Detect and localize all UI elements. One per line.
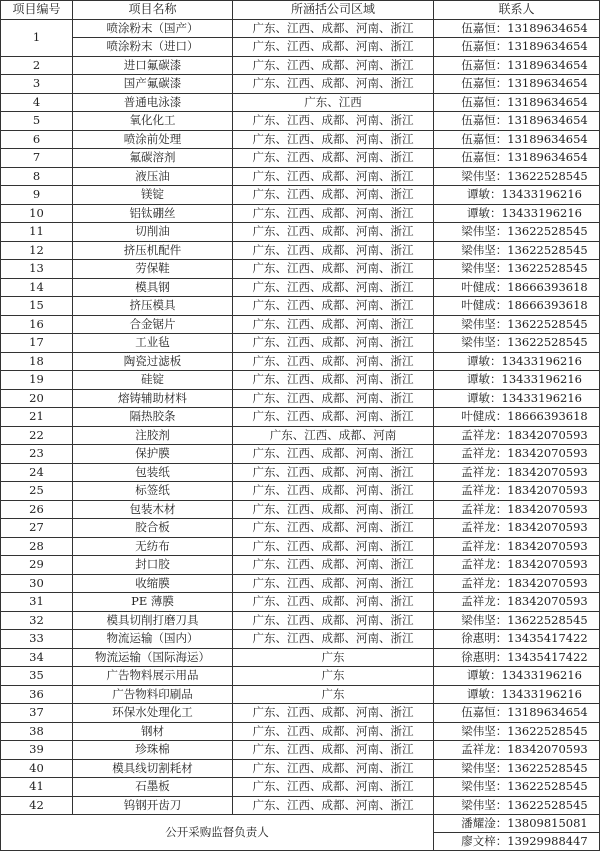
contact-cell: 伍嘉恒：13189634654	[434, 149, 600, 168]
contact-cell: 伍嘉恒：13189634654	[434, 93, 600, 112]
project-name-cell: 模具切削打磨刀具	[73, 611, 233, 630]
region-cell: 广东、江西、成都、河南、浙江	[233, 75, 434, 94]
project-id-cell: 27	[1, 519, 73, 538]
header-row	[1, 1, 600, 20]
region-cell: 广东、江西、成都、河南、浙江	[233, 186, 434, 205]
project-name-cell: 包装木材	[73, 500, 233, 519]
project-name-cell: 模具钢	[73, 278, 233, 297]
region-cell: 广东、江西、成都、河南、浙江	[233, 759, 434, 778]
table-row	[1, 334, 600, 353]
contact-cell: 伍嘉恒：13189634654	[434, 75, 600, 94]
contact-cell: 梁伟坚：13622528545	[434, 315, 600, 334]
contact-cell: 孟祥龙：18342070593	[434, 482, 600, 501]
table-row	[1, 574, 600, 593]
table-row	[1, 19, 600, 38]
table-row	[1, 463, 600, 482]
project-id-cell: 19	[1, 371, 73, 390]
contact-cell: 谭敏：13433196216	[434, 204, 600, 223]
contact-cell: 梁伟坚：13622528545	[434, 611, 600, 630]
contact-cell: 伍嘉恒：13189634654	[434, 38, 600, 57]
region-cell: 广东、江西、成都、河南、浙江	[233, 19, 434, 38]
project-name-cell: 模具线切割耗材	[73, 759, 233, 778]
table-body	[1, 19, 600, 851]
region-cell: 广东、江西、成都、河南、浙江	[233, 204, 434, 223]
table-row	[1, 149, 600, 168]
table-row	[1, 648, 600, 667]
region-cell: 广东、江西、成都、河南、浙江	[233, 704, 434, 723]
header-project-id: 项目编号	[1, 1, 73, 20]
project-id-cell: 39	[1, 741, 73, 760]
table-row	[1, 38, 600, 57]
project-name-cell: 液压油	[73, 167, 233, 186]
region-cell: 广东、江西、成都、河南、浙江	[233, 741, 434, 760]
region-cell: 广东、江西、成都、河南、浙江	[233, 630, 434, 649]
project-id-cell: 25	[1, 482, 73, 501]
project-name-cell: 收缩膜	[73, 574, 233, 593]
region-cell: 广东、江西、成都、河南、浙江	[233, 315, 434, 334]
project-name-cell: 无纺布	[73, 537, 233, 556]
project-id-cell: 17	[1, 334, 73, 353]
project-id-cell: 29	[1, 556, 73, 575]
table-row	[1, 389, 600, 408]
project-name-cell: 国产氟碳漆	[73, 75, 233, 94]
contact-cell: 孟祥龙：18342070593	[434, 593, 600, 612]
contact-cell: 孟祥龙：18342070593	[434, 556, 600, 575]
project-name-cell: 陶瓷过滤板	[73, 352, 233, 371]
project-name-cell: 铝钛硼丝	[73, 204, 233, 223]
project-name-cell: 珍珠棉	[73, 741, 233, 760]
region-cell: 广东、江西、成都、河南、浙江	[233, 463, 434, 482]
project-id-cell: 10	[1, 204, 73, 223]
project-id-cell: 3	[1, 75, 73, 94]
table-row	[1, 167, 600, 186]
project-id-cell: 16	[1, 315, 73, 334]
project-id-cell: 9	[1, 186, 73, 205]
contact-cell: 伍嘉恒：13189634654	[434, 130, 600, 149]
project-name-cell: 硅锭	[73, 371, 233, 390]
region-cell: 广东	[233, 648, 434, 667]
contact-cell: 徐惠明：13435417422	[434, 648, 600, 667]
project-name-cell: PE 薄膜	[73, 593, 233, 612]
contact-cell: 孟祥龙：18342070593	[434, 741, 600, 760]
project-name-cell: 物流运输（国际海运）	[73, 648, 233, 667]
project-name-cell: 切削油	[73, 223, 233, 242]
project-id-cell: 1	[1, 19, 73, 56]
project-id-cell: 7	[1, 149, 73, 168]
region-cell: 广东、江西、成都、河南、浙江	[233, 38, 434, 57]
project-id-cell: 11	[1, 223, 73, 242]
contact-cell: 谭敏：13433196216	[434, 667, 600, 686]
table-row	[1, 93, 600, 112]
table-row	[1, 630, 600, 649]
contact-cell: 梁伟坚：13622528545	[434, 241, 600, 260]
project-name-cell: 挤压模具	[73, 297, 233, 316]
project-id-cell: 14	[1, 278, 73, 297]
project-name-cell: 石墨板	[73, 778, 233, 797]
contact-cell: 伍嘉恒：13189634654	[434, 112, 600, 131]
table-row	[1, 297, 600, 316]
contact-cell: 谭敏：13433196216	[434, 371, 600, 390]
region-cell: 广东、江西、成都、河南	[233, 426, 434, 445]
table-row	[1, 408, 600, 427]
region-cell: 广东、江西、成都、河南、浙江	[233, 537, 434, 556]
contact-cell: 梁伟坚：13622528545	[434, 778, 600, 797]
project-name-cell: 物流运输（国内）	[73, 630, 233, 649]
region-cell: 广东、江西、成都、河南、浙江	[233, 722, 434, 741]
project-name-cell: 合金锯片	[73, 315, 233, 334]
header-region: 所涵括公司区域	[233, 1, 434, 20]
contact-cell: 孟祥龙：18342070593	[434, 519, 600, 538]
project-id-cell: 15	[1, 297, 73, 316]
project-id-cell: 6	[1, 130, 73, 149]
contact-cell: 孟祥龙：18342070593	[434, 426, 600, 445]
region-cell: 广东、江西、成都、河南、浙江	[233, 56, 434, 75]
table-row	[1, 685, 600, 704]
table-row	[1, 667, 600, 686]
project-id-cell: 26	[1, 500, 73, 519]
project-name-cell: 隔热胶条	[73, 408, 233, 427]
project-name-cell: 胶合板	[73, 519, 233, 538]
project-id-cell: 33	[1, 630, 73, 649]
project-name-cell: 包装纸	[73, 463, 233, 482]
contact-cell: 孟祥龙：18342070593	[434, 463, 600, 482]
table-row	[1, 519, 600, 538]
contact-cell: 梁伟坚：13622528545	[434, 260, 600, 279]
region-cell: 广东、江西、成都、河南、浙江	[233, 241, 434, 260]
project-id-cell: 42	[1, 796, 73, 815]
contact-cell: 孟祥龙：18342070593	[434, 574, 600, 593]
project-id-cell: 30	[1, 574, 73, 593]
region-cell: 广东、江西、成都、河南、浙江	[233, 389, 434, 408]
contact-cell: 谭敏：13433196216	[434, 685, 600, 704]
project-id-cell: 24	[1, 463, 73, 482]
project-name-cell: 保护膜	[73, 445, 233, 464]
project-id-cell: 36	[1, 685, 73, 704]
project-name-cell: 喷涂前处理	[73, 130, 233, 149]
project-name-cell: 挤压机配件	[73, 241, 233, 260]
region-cell: 广东、江西、成都、河南、浙江	[233, 500, 434, 519]
project-id-cell: 21	[1, 408, 73, 427]
table-row	[1, 223, 600, 242]
region-cell: 广东、江西、成都、河南、浙江	[233, 445, 434, 464]
contact-cell: 伍嘉恒：13189634654	[434, 19, 600, 38]
project-name-cell: 标签纸	[73, 482, 233, 501]
region-cell: 广东、江西、成都、河南、浙江	[233, 556, 434, 575]
project-id-cell: 35	[1, 667, 73, 686]
region-cell: 广东	[233, 685, 434, 704]
project-id-cell: 12	[1, 241, 73, 260]
project-name-cell: 注胶剂	[73, 426, 233, 445]
contact-cell: 孟祥龙：18342070593	[434, 537, 600, 556]
region-cell: 广东、江西、成都、河南、浙江	[233, 167, 434, 186]
project-name-cell: 广告物料展示用品	[73, 667, 233, 686]
project-name-cell: 广告物料印刷品	[73, 685, 233, 704]
project-name-cell: 普通电泳漆	[73, 93, 233, 112]
table-row	[1, 759, 600, 778]
table-row	[1, 186, 600, 205]
contact-cell: 谭敏：13433196216	[434, 389, 600, 408]
region-cell: 广东、江西、成都、河南、浙江	[233, 371, 434, 390]
project-name-cell: 氟碳溶剂	[73, 149, 233, 168]
project-name-cell: 喷涂粉末（国产）	[73, 19, 233, 38]
contact-cell: 伍嘉恒：13189634654	[434, 704, 600, 723]
supervisor-row	[1, 815, 600, 833]
project-name-cell: 镁锭	[73, 186, 233, 205]
project-id-cell: 20	[1, 389, 73, 408]
table-row	[1, 556, 600, 575]
region-cell: 广东、江西、成都、河南、浙江	[233, 519, 434, 538]
contact-cell: 孟祥龙：18342070593	[434, 500, 600, 519]
region-cell: 广东、江西、成都、河南、浙江	[233, 260, 434, 279]
table-row	[1, 778, 600, 797]
project-id-cell: 31	[1, 593, 73, 612]
table-row	[1, 75, 600, 94]
project-name-cell: 进口氟碳漆	[73, 56, 233, 75]
table-row	[1, 611, 600, 630]
table-row	[1, 241, 600, 260]
contact-cell: 徐惠明：13435417422	[434, 630, 600, 649]
contact-cell: 谭敏：13433196216	[434, 352, 600, 371]
table-row	[1, 130, 600, 149]
table-row	[1, 315, 600, 334]
region-cell: 广东、江西、成都、河南、浙江	[233, 611, 434, 630]
project-name-cell: 封口胶	[73, 556, 233, 575]
project-id-cell: 32	[1, 611, 73, 630]
project-id-cell: 23	[1, 445, 73, 464]
project-name-cell: 钢材	[73, 722, 233, 741]
project-id-cell: 4	[1, 93, 73, 112]
project-id-cell: 2	[1, 56, 73, 75]
table-row	[1, 722, 600, 741]
table-row	[1, 426, 600, 445]
region-cell: 广东、江西、成都、河南、浙江	[233, 352, 434, 371]
table-row	[1, 704, 600, 723]
project-name-cell: 喷涂粉末（进口）	[73, 38, 233, 57]
contact-cell: 梁伟坚：13622528545	[434, 759, 600, 778]
project-name-cell: 工业毡	[73, 334, 233, 353]
project-id-cell: 40	[1, 759, 73, 778]
project-id-cell: 18	[1, 352, 73, 371]
contact-cell: 梁伟坚：13622528545	[434, 722, 600, 741]
table-row	[1, 445, 600, 464]
region-cell: 广东	[233, 667, 434, 686]
project-id-cell: 41	[1, 778, 73, 797]
project-name-cell: 劳保鞋	[73, 260, 233, 279]
project-id-cell: 34	[1, 648, 73, 667]
table-row	[1, 796, 600, 815]
contact-cell: 梁伟坚：13622528545	[434, 796, 600, 815]
contact-cell: 梁伟坚：13622528545	[434, 334, 600, 353]
contact-cell: 叶健成：18666393618	[434, 278, 600, 297]
region-cell: 广东、江西、成都、河南、浙江	[233, 778, 434, 797]
supervisor-label: 公开采购监督负责人	[1, 815, 434, 851]
table-row	[1, 260, 600, 279]
region-cell: 广东、江西、成都、河南、浙江	[233, 297, 434, 316]
table-row	[1, 537, 600, 556]
table-row	[1, 352, 600, 371]
table-row	[1, 593, 600, 612]
contact-cell: 谭敏：13433196216	[434, 186, 600, 205]
region-cell: 广东、江西、成都、河南、浙江	[233, 334, 434, 353]
contact-cell: 梁伟坚：13622528545	[434, 167, 600, 186]
table-row	[1, 500, 600, 519]
region-cell: 广东、江西、成都、河南、浙江	[233, 278, 434, 297]
contact-cell: 伍嘉恒：13189634654	[434, 56, 600, 75]
project-name-cell: 氧化化工	[73, 112, 233, 131]
table-row	[1, 112, 600, 131]
region-cell: 广东、江西、成都、河南、浙江	[233, 574, 434, 593]
project-id-cell: 13	[1, 260, 73, 279]
region-cell: 广东、江西	[233, 93, 434, 112]
project-id-cell: 28	[1, 537, 73, 556]
project-id-cell: 8	[1, 167, 73, 186]
region-cell: 广东、江西、成都、河南、浙江	[233, 593, 434, 612]
table-row	[1, 741, 600, 760]
contact-cell: 孟祥龙：18342070593	[434, 445, 600, 464]
table-row	[1, 56, 600, 75]
project-id-cell: 37	[1, 704, 73, 723]
project-id-cell: 22	[1, 426, 73, 445]
region-cell: 广东、江西、成都、河南、浙江	[233, 223, 434, 242]
region-cell: 广东、江西、成都、河南、浙江	[233, 112, 434, 131]
table-row	[1, 204, 600, 223]
region-cell: 广东、江西、成都、河南、浙江	[233, 796, 434, 815]
header-project-name: 项目名称	[73, 1, 233, 20]
project-name-cell: 钨钢开齿刀	[73, 796, 233, 815]
supervisor-contact: 潘耀淦：13809815081	[434, 815, 600, 833]
contact-cell: 叶健成：18666393618	[434, 408, 600, 427]
project-name-cell: 环保水处理化工	[73, 704, 233, 723]
header-contact: 联系人	[434, 1, 600, 20]
contact-cell: 叶健成：18666393618	[434, 297, 600, 316]
project-id-cell: 38	[1, 722, 73, 741]
region-cell: 广东、江西、成都、河南、浙江	[233, 482, 434, 501]
table-row	[1, 482, 600, 501]
table-row	[1, 278, 600, 297]
region-cell: 广东、江西、成都、河南、浙江	[233, 130, 434, 149]
region-cell: 广东、江西、成都、河南、浙江	[233, 149, 434, 168]
contact-cell: 梁伟坚：13622528545	[434, 223, 600, 242]
region-cell: 广东、江西、成都、河南、浙江	[233, 408, 434, 427]
project-id-cell: 5	[1, 112, 73, 131]
table-row	[1, 371, 600, 390]
supervisor-contact: 廖文梓：13929988447	[434, 833, 600, 851]
project-name-cell: 熔铸辅助材料	[73, 389, 233, 408]
